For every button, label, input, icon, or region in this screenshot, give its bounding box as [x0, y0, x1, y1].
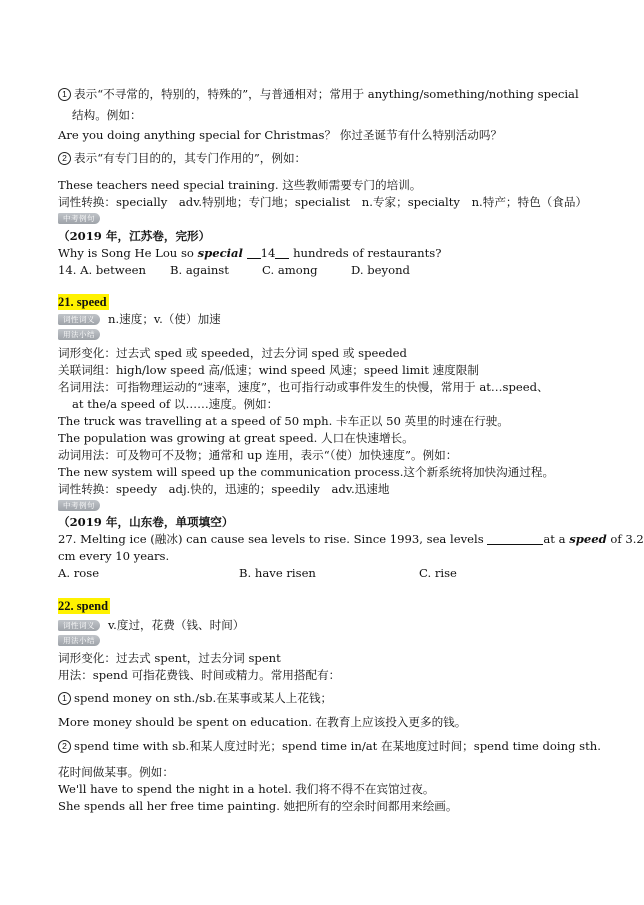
spend-collocation-1	[58, 690, 332, 706]
speed-noun-usage-cont: at the/a speed of 以……速度。例如：	[72, 397, 279, 411]
question-text-end: hundreds of restaurants?	[289, 246, 442, 260]
option-b: B. against	[170, 263, 229, 277]
spend-collocation-2	[58, 738, 601, 754]
special-meaning-2-text: 表示“有专门目的的，其专门作用的”，例如：	[74, 151, 307, 165]
speed-verb-usage: 动词用法：可及物可不及物；通常和 up 连用，表示“（使）加快速度”。例如：	[58, 448, 458, 462]
option-c: C. among	[262, 263, 318, 277]
special-meaning-1	[58, 86, 579, 102]
spend-forms: 词形变化：过去式 spent，过去分词 spent	[58, 651, 281, 665]
exam-tag: 中考例句	[58, 500, 100, 511]
speed-phrases: 关联词组：high/low speed 高/低速；wind speed 风速；speed limit 速度限制	[58, 363, 479, 377]
exam-tag: 中考例句	[58, 213, 100, 224]
speed-forms: 词形变化：过去式 sped 或 speeded，过去分词 sped 或 speeded	[58, 346, 407, 360]
spend-example-2: We'll have to spend the night in a hotel. 我们将不得不在宾馆过夜。	[58, 782, 435, 796]
speed-example-2: The population was growing at great speed. 人口在快速增长。	[58, 431, 414, 445]
usage-summary-tag: 用法小结	[58, 329, 100, 340]
circled-number-1: 1	[58, 88, 71, 101]
speed-question-cont: cm every 10 years.	[58, 549, 170, 563]
speed-heading: 21. speed	[58, 295, 107, 309]
spend-collocation-2-cont: 花时间做某事。例如：	[58, 765, 174, 779]
option-d: D. beyond	[351, 263, 410, 277]
special-derivatives: 词性转换：specially adv.特别地；专门地；specialist n.专家；specialty n.特产；特色（食品）	[58, 195, 588, 209]
speed-example-1: The truck was travelling at a speed of 50 mph. 卡车正以 50 英里的时速在行驶。	[58, 414, 509, 428]
option-b: B. have risen	[239, 566, 316, 580]
special-question	[58, 245, 441, 261]
circled-number-2: 2	[58, 152, 71, 165]
special-example-2: These teachers need special training. 这些教师需要专门的培训。	[58, 178, 422, 192]
part-of-speech-tag: 词性词义	[58, 620, 100, 631]
question-keyword: special	[197, 246, 243, 260]
spend-example-1: More money should be spent on education. 在教育上应该投入更多的钱。	[58, 715, 467, 729]
circled-number-2: 2	[58, 740, 71, 753]
question-text-end: of 3.2	[606, 532, 644, 546]
spend-meaning: v.度过，花费（钱、时间）	[108, 618, 245, 632]
special-meaning-2	[58, 150, 306, 166]
spend-collocation-2-text: spend time with sb.和某人度过时光；spend time in/at 在某地度过时间；spend time doing sth.	[74, 739, 601, 753]
speed-example-3: The new system will speed up the communication process.这个新系统将加快沟通过程。	[58, 465, 555, 479]
spend-heading: 22. spend	[58, 599, 109, 613]
special-exam-source: （2019 年，江苏卷，完形）	[58, 229, 211, 243]
question-text: Why is Song He Lou so	[58, 246, 198, 260]
speed-noun-usage: 名词用法：可指物理运动的“速率，速度”，也可指行动或事件发生的快慢，常用于 at…speed、	[58, 380, 549, 394]
spend-collocation-1-text: spend money on sth./sb.在某事或某人上花钱；	[74, 691, 333, 705]
special-example-1: Are you doing anything special for Christmas？ 你过圣诞节有什么特别活动吗？	[58, 128, 503, 142]
speed-exam-source: （2019 年，山东卷，单项填空）	[58, 515, 234, 529]
special-meaning-1-cont: 结构。例如：	[72, 108, 142, 122]
question-text: 27. Melting ice (融冰) can cause sea levels to rise. Since 1993, sea levels	[58, 532, 488, 546]
circled-number-1: 1	[58, 692, 71, 705]
special-meaning-1-text: 表示“不寻常的，特别的，特殊的”，与普通相对；常用于 anything/something/nothing special	[74, 87, 579, 101]
spend-example-3: She spends all her free time painting. 她把所有的空余时间都用来绘画。	[58, 799, 458, 813]
question-text-mid: at a	[543, 532, 570, 546]
option-c: C. rise	[419, 566, 457, 580]
speed-meaning: n.速度；v.（使）加速	[108, 312, 221, 326]
blank-number: 14	[260, 246, 276, 260]
part-of-speech-tag: 词性词义	[58, 314, 100, 325]
option-a: A. rose	[58, 566, 100, 580]
question-keyword: speed	[569, 532, 607, 546]
option-a: 14. A. between	[58, 263, 146, 277]
speed-question	[58, 531, 644, 547]
usage-summary-tag: 用法小结	[58, 635, 100, 646]
spend-usage: 用法：spend 可指花费钱、时间或精力。常用搭配有：	[58, 668, 341, 682]
speed-derivatives: 词性转换：speedy adj.快的，迅速的；speedily adv.迅速地	[58, 482, 390, 496]
